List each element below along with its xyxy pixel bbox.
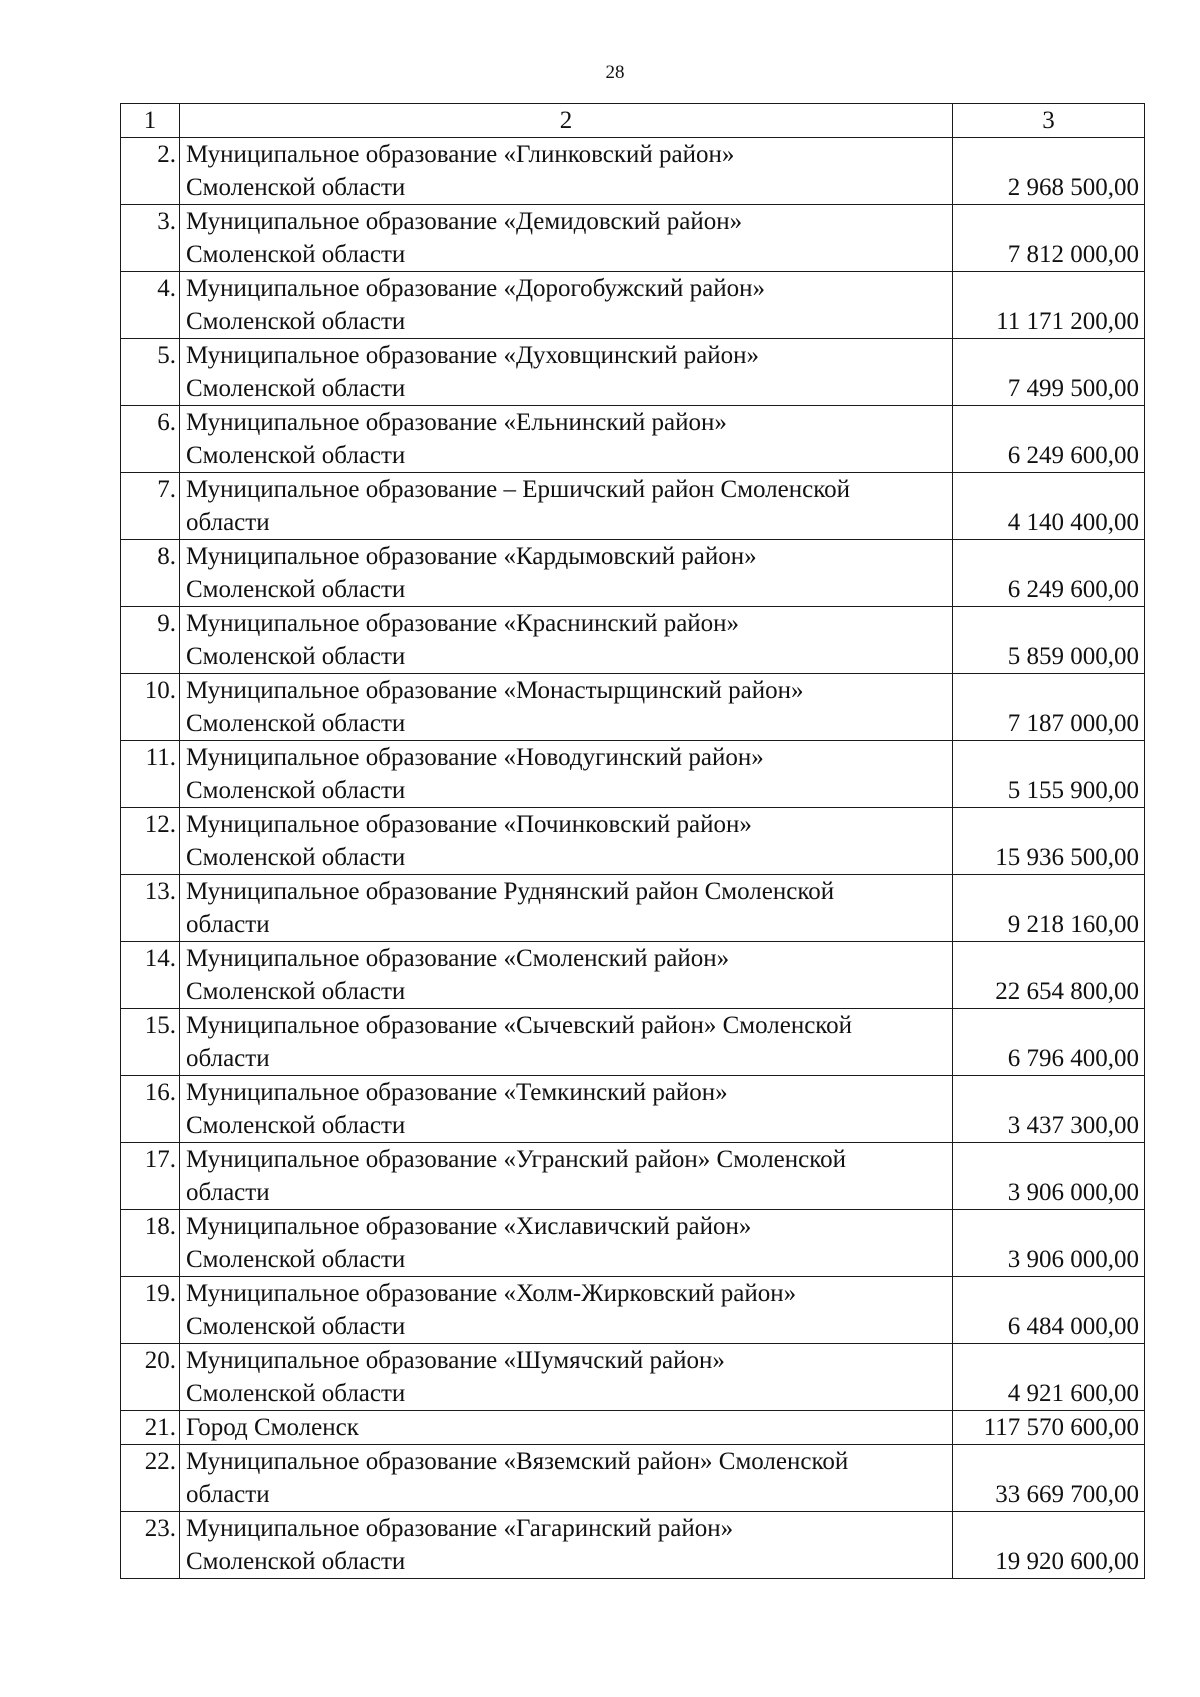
municipality-name bbox=[180, 540, 953, 607]
table-row bbox=[121, 339, 1145, 406]
table-row bbox=[121, 1445, 1145, 1512]
amount-value: 22 654 800,00 bbox=[953, 942, 1145, 1009]
municipality-name bbox=[180, 1445, 953, 1512]
table-row bbox=[121, 1344, 1145, 1411]
municipality-name-line1: Муниципальное образование – Ершичский район Смоленской bbox=[186, 476, 850, 503]
municipality-name bbox=[180, 1344, 953, 1411]
municipality-name bbox=[180, 607, 953, 674]
row-number: 7. bbox=[121, 473, 180, 540]
municipality-name-line1: Муниципальное образование «Холм-Жирковский район» bbox=[186, 1280, 797, 1307]
municipality-name-line1: Муниципальное образование «Темкинский район» bbox=[186, 1079, 728, 1106]
municipality-name-line1: Город Смоленск bbox=[186, 1414, 359, 1441]
amount-value: 7 499 500,00 bbox=[953, 339, 1145, 406]
row-number: 23. bbox=[121, 1512, 180, 1579]
municipality-name-line1: Муниципальное образование «Хиславичский район» bbox=[186, 1213, 752, 1240]
table-row bbox=[121, 875, 1145, 942]
municipality-name-line2: Смоленской области bbox=[186, 710, 406, 737]
table-row bbox=[121, 272, 1145, 339]
amount-value: 4 921 600,00 bbox=[953, 1344, 1145, 1411]
municipality-name bbox=[180, 875, 953, 942]
municipality-name-line2: области bbox=[186, 1481, 270, 1508]
table-row bbox=[121, 1277, 1145, 1344]
row-number: 19. bbox=[121, 1277, 180, 1344]
municipality-name-line1: Муниципальное образование «Краснинский район» bbox=[186, 610, 740, 637]
column-header-name: 2 bbox=[180, 104, 953, 138]
amount-value: 3 437 300,00 bbox=[953, 1076, 1145, 1143]
municipality-name bbox=[180, 339, 953, 406]
table-row bbox=[121, 674, 1145, 741]
municipality-name bbox=[180, 138, 953, 205]
amount-value: 3 906 000,00 bbox=[953, 1210, 1145, 1277]
municipality-name-line1: Муниципальное образование «Сычевский район» Смоленской bbox=[186, 1012, 853, 1039]
allocation-table bbox=[120, 103, 1145, 1579]
municipality-name bbox=[180, 1143, 953, 1210]
amount-value: 3 906 000,00 bbox=[953, 1143, 1145, 1210]
table-row bbox=[121, 138, 1145, 205]
row-number: 9. bbox=[121, 607, 180, 674]
amount-value: 15 936 500,00 bbox=[953, 808, 1145, 875]
row-number: 8. bbox=[121, 540, 180, 607]
municipality-name-line1: Муниципальное образование «Угранский район» Смоленской bbox=[186, 1146, 846, 1173]
table-row bbox=[121, 406, 1145, 473]
table-row bbox=[121, 205, 1145, 272]
municipality-name-line2: Смоленской области bbox=[186, 1246, 406, 1273]
table-row bbox=[121, 607, 1145, 674]
table-row bbox=[121, 540, 1145, 607]
municipality-name-line2: Смоленской области bbox=[186, 978, 406, 1005]
municipality-name-line1: Муниципальное образование «Глинковский район» bbox=[186, 141, 735, 168]
row-number: 14. bbox=[121, 942, 180, 1009]
municipality-name bbox=[180, 674, 953, 741]
municipality-name-line1: Муниципальное образование «Гагаринский район» bbox=[186, 1515, 734, 1542]
municipality-name bbox=[180, 1210, 953, 1277]
municipality-name-line2: области bbox=[186, 911, 270, 938]
table-row bbox=[121, 942, 1145, 1009]
row-number: 3. bbox=[121, 205, 180, 272]
row-number: 6. bbox=[121, 406, 180, 473]
municipality-name bbox=[180, 808, 953, 875]
amount-value: 19 920 600,00 bbox=[953, 1512, 1145, 1579]
row-number: 22. bbox=[121, 1445, 180, 1512]
municipality-name-line2: Смоленской области bbox=[186, 1380, 406, 1407]
municipality-name-line1: Муниципальное образование «Шумячский район» bbox=[186, 1347, 725, 1374]
page-number: 28 bbox=[605, 62, 625, 83]
municipality-name-line2: Смоленской области bbox=[186, 576, 406, 603]
table-header-row bbox=[121, 104, 1145, 138]
amount-value: 11 171 200,00 bbox=[953, 272, 1145, 339]
municipality-name-line1: Муниципальное образование «Демидовский район» bbox=[186, 208, 743, 235]
municipality-name-line1: Муниципальное образование «Кардымовский район» bbox=[186, 543, 757, 570]
amount-value: 6 249 600,00 bbox=[953, 540, 1145, 607]
municipality-name bbox=[180, 205, 953, 272]
municipality-name bbox=[180, 1411, 953, 1445]
column-header-amount: 3 bbox=[953, 104, 1145, 138]
municipality-name-line1: Муниципальное образование «Починковский район» bbox=[186, 811, 752, 838]
table-row bbox=[121, 741, 1145, 808]
table-row bbox=[121, 1210, 1145, 1277]
table-row bbox=[121, 473, 1145, 540]
municipality-name-line2: Смоленской области bbox=[186, 643, 406, 670]
amount-value: 9 218 160,00 bbox=[953, 875, 1145, 942]
municipality-name-line2: Смоленской области bbox=[186, 442, 406, 469]
amount-value: 6 249 600,00 bbox=[953, 406, 1145, 473]
municipality-name-line2: Смоленской области bbox=[186, 1313, 406, 1340]
row-number: 10. bbox=[121, 674, 180, 741]
table-row bbox=[121, 808, 1145, 875]
row-number: 18. bbox=[121, 1210, 180, 1277]
table-row bbox=[121, 1512, 1145, 1579]
row-number: 2. bbox=[121, 138, 180, 205]
municipality-name-line2: Смоленской области bbox=[186, 174, 406, 201]
row-number: 21. bbox=[121, 1411, 180, 1445]
row-number: 11. bbox=[121, 741, 180, 808]
municipality-name bbox=[180, 741, 953, 808]
municipality-name-line2: области bbox=[186, 1045, 270, 1072]
municipality-name bbox=[180, 473, 953, 540]
municipality-name-line1: Муниципальное образование «Дорогобужский район» bbox=[186, 275, 765, 302]
municipality-name bbox=[180, 1277, 953, 1344]
amount-value: 6 796 400,00 bbox=[953, 1009, 1145, 1076]
municipality-name bbox=[180, 272, 953, 339]
amount-value: 33 669 700,00 bbox=[953, 1445, 1145, 1512]
row-number: 5. bbox=[121, 339, 180, 406]
municipality-name-line2: Смоленской области bbox=[186, 777, 406, 804]
amount-value: 5 155 900,00 bbox=[953, 741, 1145, 808]
amount-value: 7 812 000,00 bbox=[953, 205, 1145, 272]
amount-value: 5 859 000,00 bbox=[953, 607, 1145, 674]
municipality-name-line2: Смоленской области bbox=[186, 844, 406, 871]
municipality-name-line2: Смоленской области bbox=[186, 241, 406, 268]
table-row bbox=[121, 1411, 1145, 1445]
municipality-name bbox=[180, 1512, 953, 1579]
row-number: 12. bbox=[121, 808, 180, 875]
amount-value: 2 968 500,00 bbox=[953, 138, 1145, 205]
table-row bbox=[121, 1076, 1145, 1143]
municipality-name bbox=[180, 942, 953, 1009]
row-number: 16. bbox=[121, 1076, 180, 1143]
municipality-name-line1: Муниципальное образование «Новодугинский район» bbox=[186, 744, 764, 771]
amount-value: 4 140 400,00 bbox=[953, 473, 1145, 540]
municipality-name bbox=[180, 1076, 953, 1143]
municipality-name-line2: Смоленской области bbox=[186, 308, 406, 335]
municipality-name-line1: Муниципальное образование «Духовщинский район» bbox=[186, 342, 759, 369]
amount-value: 7 187 000,00 bbox=[953, 674, 1145, 741]
municipality-name-line2: области bbox=[186, 509, 270, 536]
municipality-name-line1: Муниципальное образование «Смоленский район» bbox=[186, 945, 730, 972]
municipality-name-line1: Муниципальное образование «Вяземский район» Смоленской bbox=[186, 1448, 849, 1475]
row-number: 15. bbox=[121, 1009, 180, 1076]
table-row bbox=[121, 1143, 1145, 1210]
row-number: 20. bbox=[121, 1344, 180, 1411]
municipality-name-line2: Смоленской области bbox=[186, 1548, 406, 1575]
column-header-number: 1 bbox=[121, 104, 180, 138]
amount-value: 117 570 600,00 bbox=[953, 1411, 1145, 1445]
amount-value: 6 484 000,00 bbox=[953, 1277, 1145, 1344]
table-row bbox=[121, 1009, 1145, 1076]
municipality-name-line2: Смоленской области bbox=[186, 375, 406, 402]
municipality-name-line1: Муниципальное образование «Монастырщинский район» bbox=[186, 677, 804, 704]
municipality-name-line2: Смоленской области bbox=[186, 1112, 406, 1139]
municipality-name-line2: области bbox=[186, 1179, 270, 1206]
municipality-name-line1: Муниципальное образование Руднянский район Смоленской bbox=[186, 878, 835, 905]
row-number: 13. bbox=[121, 875, 180, 942]
row-number: 4. bbox=[121, 272, 180, 339]
municipality-name bbox=[180, 406, 953, 473]
municipality-name-line1: Муниципальное образование «Ельнинский район» bbox=[186, 409, 727, 436]
municipality-name bbox=[180, 1009, 953, 1076]
row-number: 17. bbox=[121, 1143, 180, 1210]
